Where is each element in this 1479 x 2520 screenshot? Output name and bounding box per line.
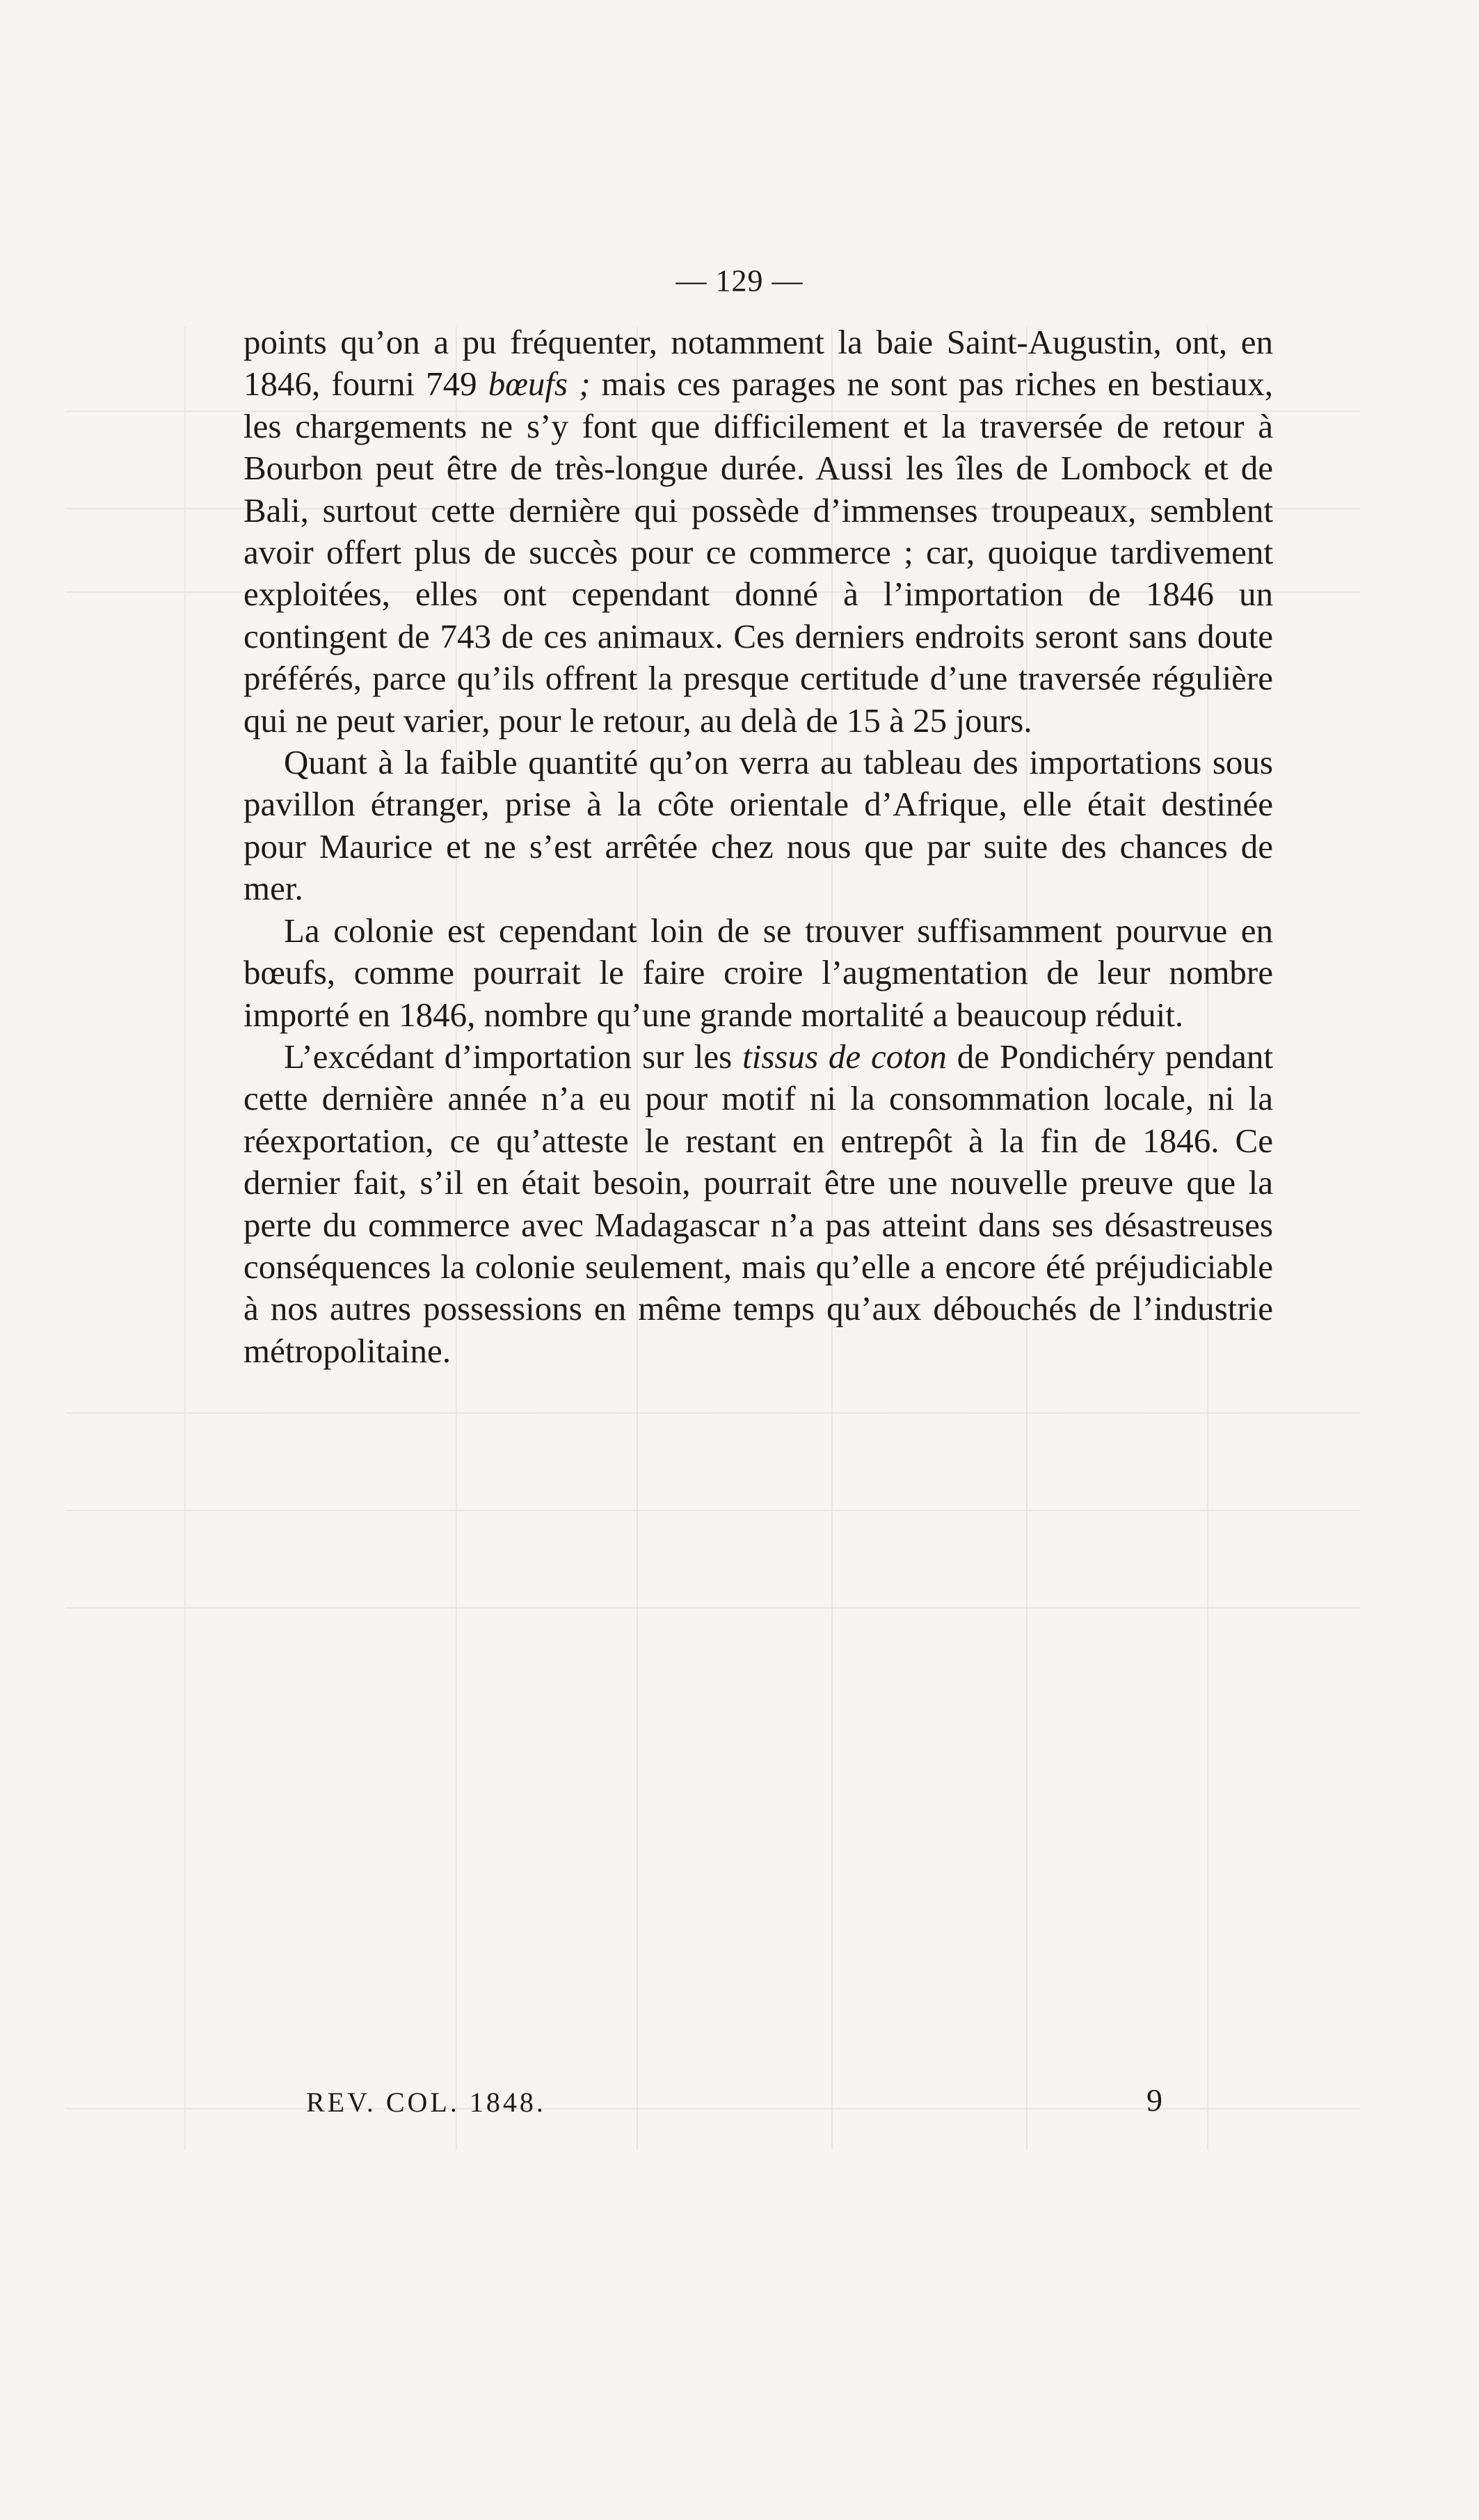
page-number: — 129 — <box>675 264 804 298</box>
footer-signature-mark: 9 <box>1146 2082 1162 2118</box>
paragraph-1: points qu’on a pu fréquenter, notamment la baie Saint-Augustin, ont, en 1846, fourni 749 bœufs ; mais ces parages ne sont pas riches en bestiaux, les chargements ne s’y font que difficilement et la traversée de retour à Bourbon peut être de très-longue durée. Aussi les îles de Lombock et de Bali, surtout cette dernière qui possède d’immenses troupeaux, semblent avoir offert plus de succès pour ce commerce ; car, quoique tardivement exploitées, elles ont cependant donné à l’importation de 1846 un contingent de 743 de ces animaux. Ces derniers endroits seront sans doute préférés, parce qu’ils offrent la presque certitude d’une traversée régulière qui ne peut varier, pour le retour, au delà de 15 à 25 jours. <box>243 323 1274 740</box>
paragraph-3: La colonie est cependant loin de se trouver suffisamment pourvue en bœufs, comme pourrait le faire croire l’augmentation de leur nombre importé en 1846, nombre qu’une grande mortalité a beaucoup réduit. <box>243 911 1273 1034</box>
footer-journal-reference: REV. COL. 1848. <box>306 2087 546 2118</box>
paragraph-4: L’excédant d’importation sur les tissus de coton de Pondichéry pendant cette dernière année n’a eu pour motif ni la consommation locale, ni la réexportation, ce qu’atteste le restant en entrepôt à la fin de 1846. Ce dernier fait, s’il en était besoin, pourrait être une nouvelle preuve que la perte du commerce avec Madagascar n’a pas atteint dans ses désastreuses conséquences la colonie seulement, mais qu’elle a encore été préjudiciable à nos autres possessions en même temps qu’aux débouchés de l’industrie métropolitaine. <box>243 1037 1274 1370</box>
paragraph-2: Quant à la faible quantité qu’on verra au tableau des importations sous pavillon étranger, prise à la côte orientale d’Afrique, elle était destinée pour Maurice et ne s’est arrêtée chez nous que par suite des chances de mer. <box>243 743 1273 908</box>
body-text <box>243 321 1273 1372</box>
